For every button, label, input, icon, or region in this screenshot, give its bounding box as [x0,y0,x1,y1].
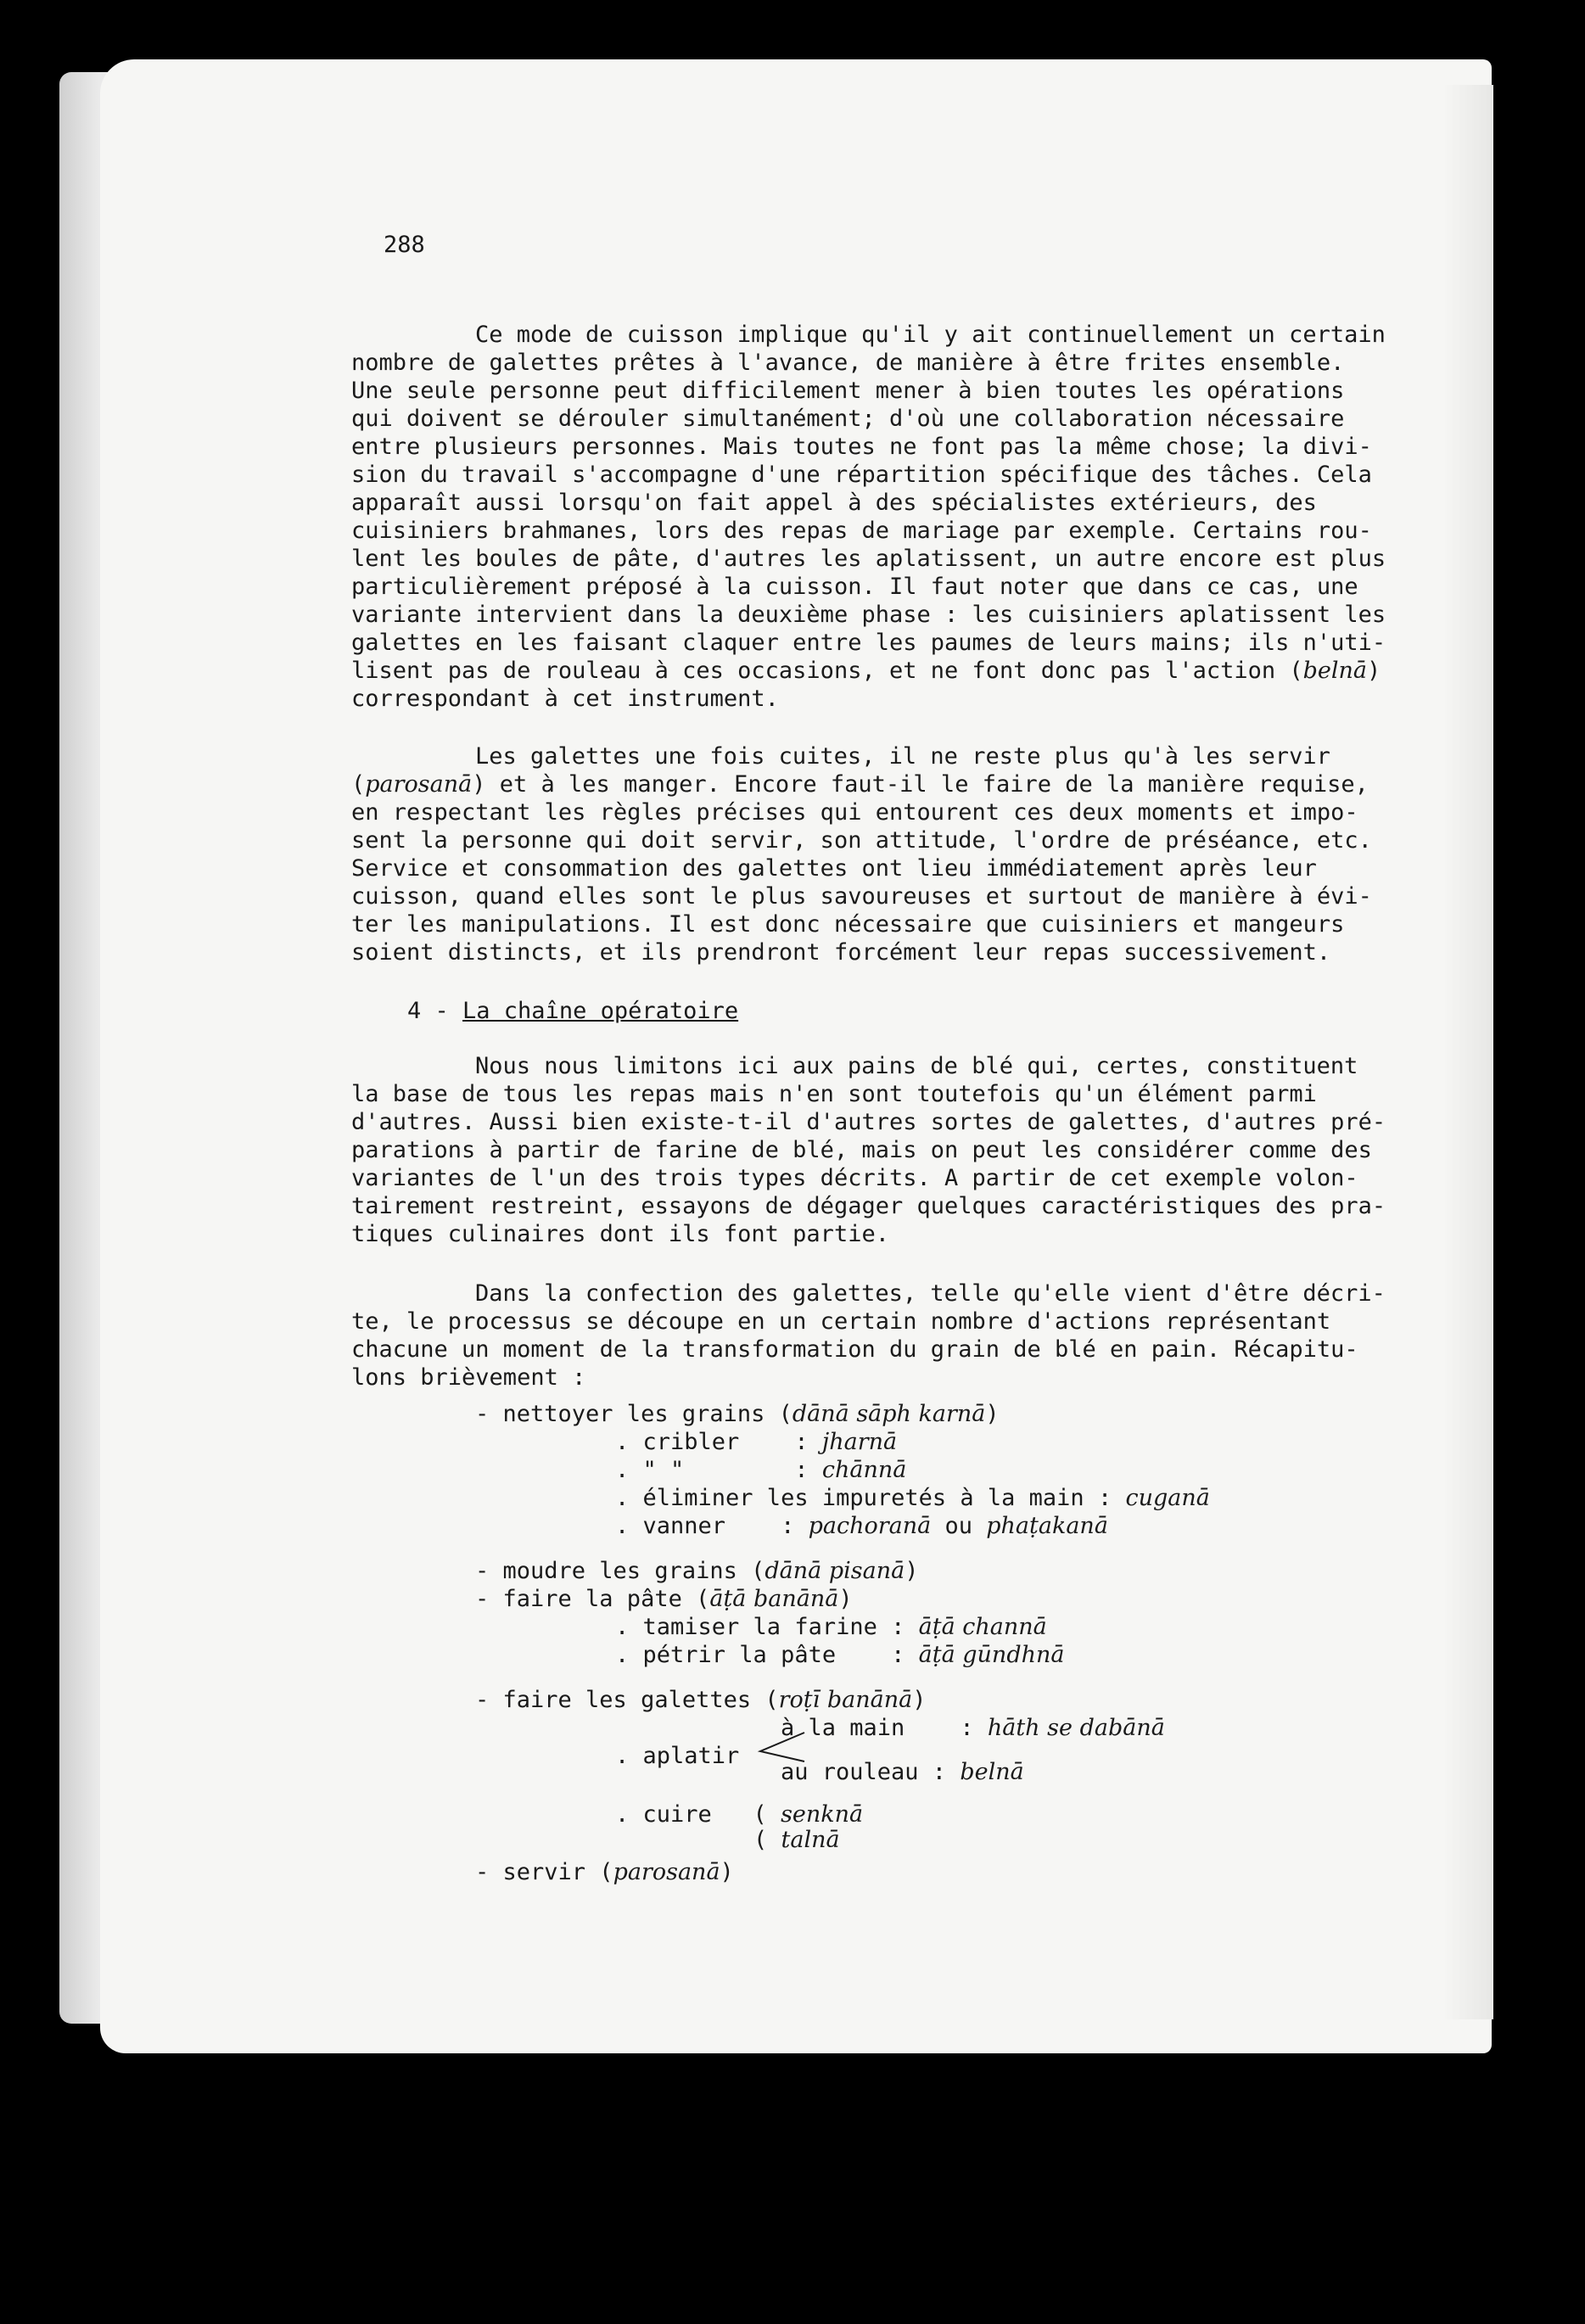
text-line: sion du travail s'accompagne d'une répartition spécifique des tâches. Cela [351,462,1372,488]
text-line: galettes en les faisant claquer entre les paumes de leurs mains; ils n'uti- [351,630,1386,656]
text-line: lent les boules de pâte, d'autres les aplatissent, un autre encore est plus [351,546,1386,572]
text-line: variante intervient dans la deuxième phase : les cuisiniers aplatissent les [351,602,1386,628]
text-line: Les galettes une fois cuites, il ne reste plus qu'à les servir [475,743,1330,770]
text-line: Nous nous limitons ici aux pains de blé qui, certes, constituent [475,1053,1358,1079]
text-line: d'autres. Aussi bien existe-t-il d'autres sortes de galettes, d'autres pré- [351,1109,1386,1135]
page-number: 288 [384,232,425,258]
text-line: particulièrement préposé à la cuisson. Il faut noter que dans ce cas, une [351,574,1358,600]
text-line: Une seule personne peut difficilement mener à bien toutes les opérations [351,378,1345,404]
branch-bracket [755,1729,806,1763]
text-line: apparaît aussi lorsqu'on fait appel à des spécialistes extérieurs, des [351,490,1317,516]
list-item: - faire les galettes (roṭī banānā) [475,1687,927,1713]
operations-list [0,1401,1210,2240]
list-subitem: . aplatir [615,1743,740,1769]
text-line: ter les manipulations. Il est donc nécessaire que cuisiniers et mangeurs [351,911,1345,938]
text-line: te, le processus se découpe en un certain nombre d'actions représentant [351,1308,1331,1335]
text-line: Ce mode de cuisson implique qu'il y ait continuellement un certain [475,322,1386,348]
text-line: nombre de galettes prêtes à l'avance, de manière à être frites ensemble. [351,350,1345,376]
list-subitem: . éliminer les impuretés à la main : cuganā [615,1485,1210,1511]
list-subitem: . tamiser la farine : āṭā channā [615,1614,1047,1640]
text-line: tairement restreint, essayons de dégager quelques caractéristiques des pra- [351,1193,1386,1219]
list-item: - servir (parosanā) [475,1859,734,1885]
text-line: Service et consommation des galettes ont lieu immédiatement après leur [351,855,1317,882]
text-line: en respectant les règles précises qui entourent ces deux moments et impo- [351,799,1358,826]
text-line: (parosanā) et à les manger. Encore faut-il le faire de la manière requise, [351,771,1369,798]
list-subitem: à la main : hāth se dabānā [781,1715,1165,1741]
text-line: sent la personne qui doit servir, son attitude, l'ordre de préséance, etc. [351,827,1372,854]
text-line: lons brièvement : [351,1364,586,1391]
text-line: parations à partir de farine de blé, mais on peut les considérer comme des [351,1137,1372,1163]
text-line: Dans la confection des galettes, telle qu'elle vient d'être décri- [475,1280,1386,1307]
section-heading: 4 - La chaîne opératoire [407,998,739,1024]
list-item: - faire la pâte (āṭā banānā) [475,1586,853,1612]
text-line: cuisiniers brahmanes, lors des repas de mariage par exemple. Certains rou- [351,518,1372,544]
list-subitem: . " " : chānnā [615,1457,907,1483]
text-line: variantes de l'un des trois types décrits. A partir de cet exemple volon- [351,1165,1358,1191]
text-line: cuisson, quand elles sont le plus savoureuses et surtout de manière à évi- [351,883,1372,910]
text-line: lisent pas de rouleau à ces occasions, et ne font donc pas l'action (belnā) [351,658,1381,684]
text-line: soient distincts, et ils prendront forcément leur repas successivement. [351,939,1331,966]
text-line: chacune un moment de la transformation du grain de blé en pain. Récapitu- [351,1336,1358,1363]
text-line: entre plusieurs personnes. Mais toutes ne font pas la même chose; la divi- [351,434,1372,460]
list-item: - nettoyer les grains (dānā sāph karnā) [475,1401,1000,1427]
text-line: tiques culinaires dont ils font partie. [351,1221,889,1247]
text-line: correspondant à cet instrument. [351,686,779,712]
list-subitem: . pétrir la pâte : āṭā gūndhnā [615,1642,1065,1668]
list-subitem: ( talnā [753,1827,840,1853]
list-item: - moudre les grains (dānā pisanā) [475,1558,919,1584]
list-subitem: . cribler : jharnā [615,1429,898,1455]
page-gutter [1442,85,1493,2019]
list-subitem: au rouleau : belnā [781,1759,1024,1785]
list-subitem: . cuire ( senknā [615,1801,864,1828]
text-line: qui doivent se dérouler simultanément; d'où une collaboration nécessaire [351,406,1345,432]
list-subitem: . vanner : pachoranā ou phaṭakanā [615,1513,1108,1539]
text-line: la base de tous les repas mais n'en sont toutefois qu'un élément parmi [351,1081,1317,1107]
